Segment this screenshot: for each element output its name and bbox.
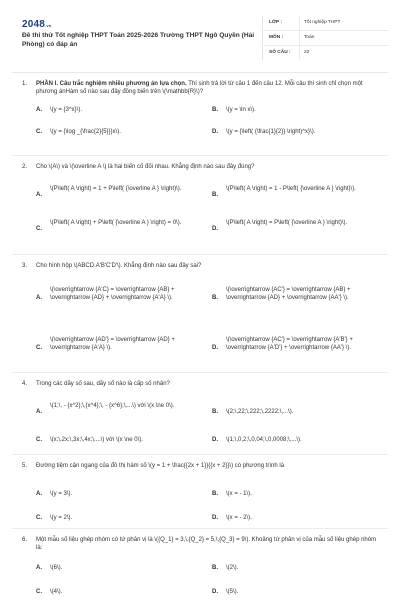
question-6 [22,536,378,604]
option-text: \(y = {3^x}\). [50,107,82,114]
option-letter: D. [212,437,218,444]
question-number: 5. [22,463,28,469]
options-list [36,476,378,524]
option-text: \(x;\,2x;\,3x;\,4x;\,...\) với \(x \ne 0\). [50,437,143,444]
question-number: 3. [22,263,28,269]
question-body: Thí sinh trả lời từ câu 1 đến câu 12. Mỗi câu thí sinh chỉ chọn một phương ánHàm số nào sau đây đồng biến trên \(\mathbb{R}\)? [36,81,363,96]
option-text: \(2;\,22;\,222;\,2222;\,...\). [226,409,294,416]
meta-value: 22 [299,46,389,60]
logo-main: 2048 [22,19,46,30]
header-divider [12,72,388,73]
option-letter: C. [36,437,42,444]
option-letter: A. [36,295,42,302]
question-separator [12,254,388,255]
option-letter: A. [36,491,42,498]
option-text: \(y = {\left( {\frac{1}{2}} \right)^x}\). [226,129,316,136]
option-text: \(y = 2\). [50,515,73,522]
question-3 [22,262,378,384]
meta-label: LỚP : [269,19,283,25]
option-text: \(P\left( A \right) + P\left( {\overline A } \right) = 0\). [50,220,182,227]
question-separator [12,155,388,156]
question-text: Trong các dãy số sau, dãy số nào là cấp số nhân? [36,381,170,387]
option-text: \(1;\, - {x^2};\,{x^4};\, - {x^6};\,...\) với \(x \ne 0\). [50,403,175,410]
question-text: Một mẫu số liệu ghép nhóm có tứ phân vị là \({Q_1} = 3,\,{Q_2} = 5,\,{Q_3} = 9\). Khoảng tứ phân vị của mẫu số liệu ghép nhóm là: [36,537,377,552]
option-d[interactable] [212,336,362,352]
option-letter: B. [212,491,218,498]
exam-header [12,10,388,66]
option-letter: D. [212,226,218,233]
option-b[interactable] [212,408,362,416]
question-text: Cho hình hộp \(ABCD.A'B'C'D'\). Khẳng định nào sau đây sai? [36,263,202,269]
option-text: \(P\left( A \right) = 1 - P\left( {\overline A } \right)\). [226,186,356,193]
question-2 [22,163,378,249]
option-letter: D. [212,345,218,352]
options-list [36,558,378,604]
option-letter: B. [212,192,218,199]
option-letter: C. [36,226,42,233]
question-text [36,80,378,96]
options-list [36,276,378,384]
option-a[interactable] [36,106,186,114]
option-d[interactable] [212,128,362,136]
question-number: 2. [22,164,28,170]
option-letter: A. [36,565,42,572]
option-a[interactable] [36,185,186,199]
options-list [36,394,378,456]
option-letter: C. [36,129,42,136]
option-b[interactable] [212,106,362,114]
option-letter: B. [212,295,218,302]
option-c[interactable] [36,588,186,596]
option-text: \(\overrightarrow {AD'} = \overrightarrow {AD} + \overrightarrow {A'A} \). [50,337,175,352]
option-text: \(x = - 2\). [226,515,252,522]
option-letter: C. [36,345,42,352]
site-logo[interactable] [22,18,51,32]
option-text: \(4\). [50,589,63,596]
option-letter: B. [212,409,218,416]
option-text: \(2\). [226,565,239,572]
option-text: \(y = 3\). [50,491,73,498]
question-text: Đường tiệm cận ngang của đồ thị hàm số \(y = 1 + \frac{{2x + 1}}{{x + 2}}\) có phương trình là [36,463,285,469]
meta-row-count [263,46,389,60]
section-heading: PHẦN I. Câu trắc nghiệm nhiều phương án lựa chọn. [36,81,187,87]
question-1 [22,80,378,146]
option-letter: C. [36,589,42,596]
option-text: \(5\). [226,589,239,596]
question-separator [12,528,388,529]
exam-title: Đề thi thử Tốt nghiệp THPT Toán 2025-2026 Trường THPT Ngô Quyền (Hải Phòng) có đáp án [22,32,255,48]
option-b[interactable] [212,286,362,302]
question-number: 1. [22,81,28,87]
option-c[interactable] [36,436,186,444]
exam-meta-table [262,16,389,60]
option-letter: D. [212,515,218,522]
question-number: 6. [22,537,28,543]
option-c[interactable] [36,336,186,352]
option-c[interactable] [36,514,186,522]
option-a[interactable] [36,286,186,302]
question-separator [12,372,388,373]
question-separator [12,454,388,455]
option-d[interactable] [212,514,362,522]
option-text: \(y = {\log _{\frac{2}{5}}}x\). [50,129,121,136]
question-4 [22,380,378,456]
option-letter: D. [212,129,218,136]
option-a[interactable] [36,490,186,498]
option-text: \(P\left( A \right) = P\left( {\overline A } \right)\). [226,220,348,227]
option-text: \(P\left( A \right) = 1 + P\left( {\overline A } \right)\). [50,186,182,193]
meta-value: Tốt nghiệp THPT [299,16,389,30]
option-text: \(\overrightarrow {A'C} = \overrightarrow {AB} + \overrightarrow {AD} + \overrightarrow {A'A} \). [50,287,175,302]
meta-value: Toán [299,31,389,45]
meta-row-class [263,16,389,31]
option-letter: B. [212,565,218,572]
option-letter: A. [36,107,42,114]
option-b[interactable] [212,564,362,572]
option-text: \(y = \ln x\). [226,107,256,114]
option-d[interactable] [212,436,362,444]
option-letter: B. [212,107,218,114]
options-list [36,102,378,146]
option-c[interactable] [36,219,186,233]
option-a[interactable] [36,402,186,416]
option-b[interactable] [212,490,362,498]
question-5 [22,462,378,524]
meta-label: SỐ CÂU : [269,49,291,55]
option-text: \(\overrightarrow {AC'} = \overrightarrow {AB} + \overrightarrow {AD} + \overrightarrow {AA'} \). [226,287,351,302]
option-d[interactable] [212,219,362,233]
option-text: \(x = - 1\). [226,491,252,498]
option-letter: D. [212,589,218,596]
meta-label: MÔN : [269,34,284,40]
question-number: 4. [22,381,28,387]
question-text: Cho \(A\) và \(\overline A \) là hai biến cố đối nhau. Khẳng định nào sau đây đúng? [36,164,255,170]
meta-row-subject [263,31,389,46]
option-text: \(6\). [50,565,63,572]
option-c[interactable] [36,128,186,136]
option-letter: A. [36,192,42,199]
logo-sub: .vn [45,23,52,28]
option-letter: C. [36,515,42,522]
option-text: \(1;\,0,2;\,0,04;\,0,0008;\,...\). [226,437,302,444]
option-d[interactable] [212,588,362,596]
option-text: \(\overrightarrow {AC'} = \overrightarrow {A'B'} + \overrightarrow {A'D'} + \overrightarrow {AA'} \). [226,337,353,352]
option-letter: A. [36,409,42,416]
options-list [36,177,378,249]
option-a[interactable] [36,564,186,572]
option-b[interactable] [212,185,362,199]
